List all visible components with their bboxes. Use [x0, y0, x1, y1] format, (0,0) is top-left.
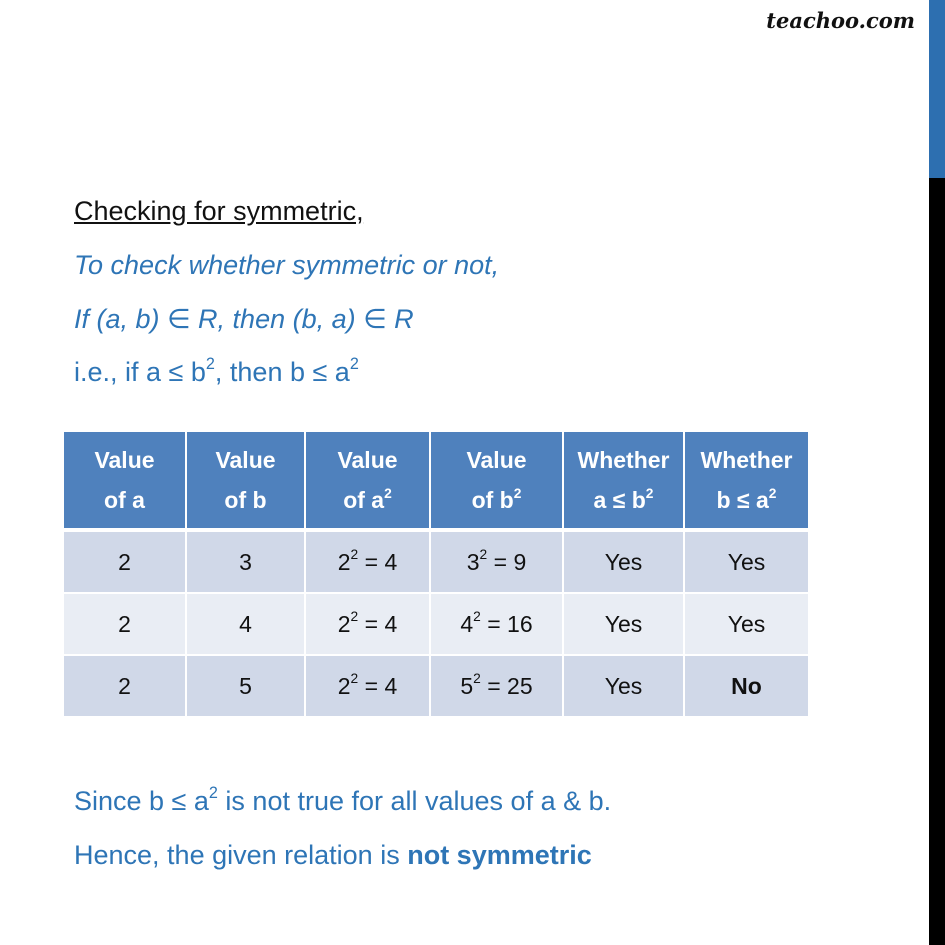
header-whether-b-le-a2: Whether $b \le a^2$	[684, 432, 808, 530]
cell-a-squared: $2^2 = 4$	[305, 655, 430, 717]
conclusion-line-1: Since $b \le a^2$ is not true for all values of a & b.	[74, 784, 612, 816]
section-heading: Checking for symmetric,	[74, 196, 364, 226]
header-value-b: Value of b	[186, 432, 305, 530]
cell-a: 2	[64, 530, 186, 593]
cell-b-le-a2: Yes	[684, 593, 808, 655]
symmetric-check-table	[64, 432, 808, 718]
cell-b-le-a2: Yes	[684, 530, 808, 593]
cell-b-squared: $4^2 = 16$	[430, 593, 563, 655]
intro-line: To check whether symmetric or not,	[74, 250, 500, 280]
scrollbar[interactable]	[929, 0, 945, 945]
header-value-b-squared: Value of $b^2$	[430, 432, 563, 530]
cell-b: 4	[186, 593, 305, 655]
header-value-a: Value of a	[64, 432, 186, 530]
cell-b: 5	[186, 655, 305, 717]
table-row	[64, 655, 808, 717]
cell-a-le-b2: Yes	[563, 530, 684, 593]
cell-b-squared: $5^2 = 25$	[430, 655, 563, 717]
cell-a-le-b2: Yes	[563, 655, 684, 717]
header-value-a-squared: Value of $a^2$	[305, 432, 430, 530]
cell-a: 2	[64, 593, 186, 655]
teachoo-logo: teachoo.com	[766, 8, 915, 33]
table-header-row	[64, 432, 808, 530]
cell-b-le-a2: No	[684, 655, 808, 717]
ie-line: i.e., if $a \le b^2$, then $b \le a^2$	[74, 355, 359, 387]
conclusion-line-2: Hence, the given relation is not symmetric	[74, 840, 592, 870]
table-row	[64, 593, 808, 655]
table-row	[64, 530, 808, 593]
cell-a-squared: $2^2 = 4$	[305, 530, 430, 593]
cell-a-squared: $2^2 = 4$	[305, 593, 430, 655]
cell-b: 3	[186, 530, 305, 593]
cell-a: 2	[64, 655, 186, 717]
header-whether-a-le-b2: Whether $a \le b^2$	[563, 432, 684, 530]
cell-b-squared: $3^2 = 9$	[430, 530, 563, 593]
cell-a-le-b2: Yes	[563, 593, 684, 655]
scrollbar-thumb[interactable]	[929, 0, 945, 178]
condition-line: If (a, b) ∈ R, then (b, a) ∈ R	[74, 304, 414, 334]
